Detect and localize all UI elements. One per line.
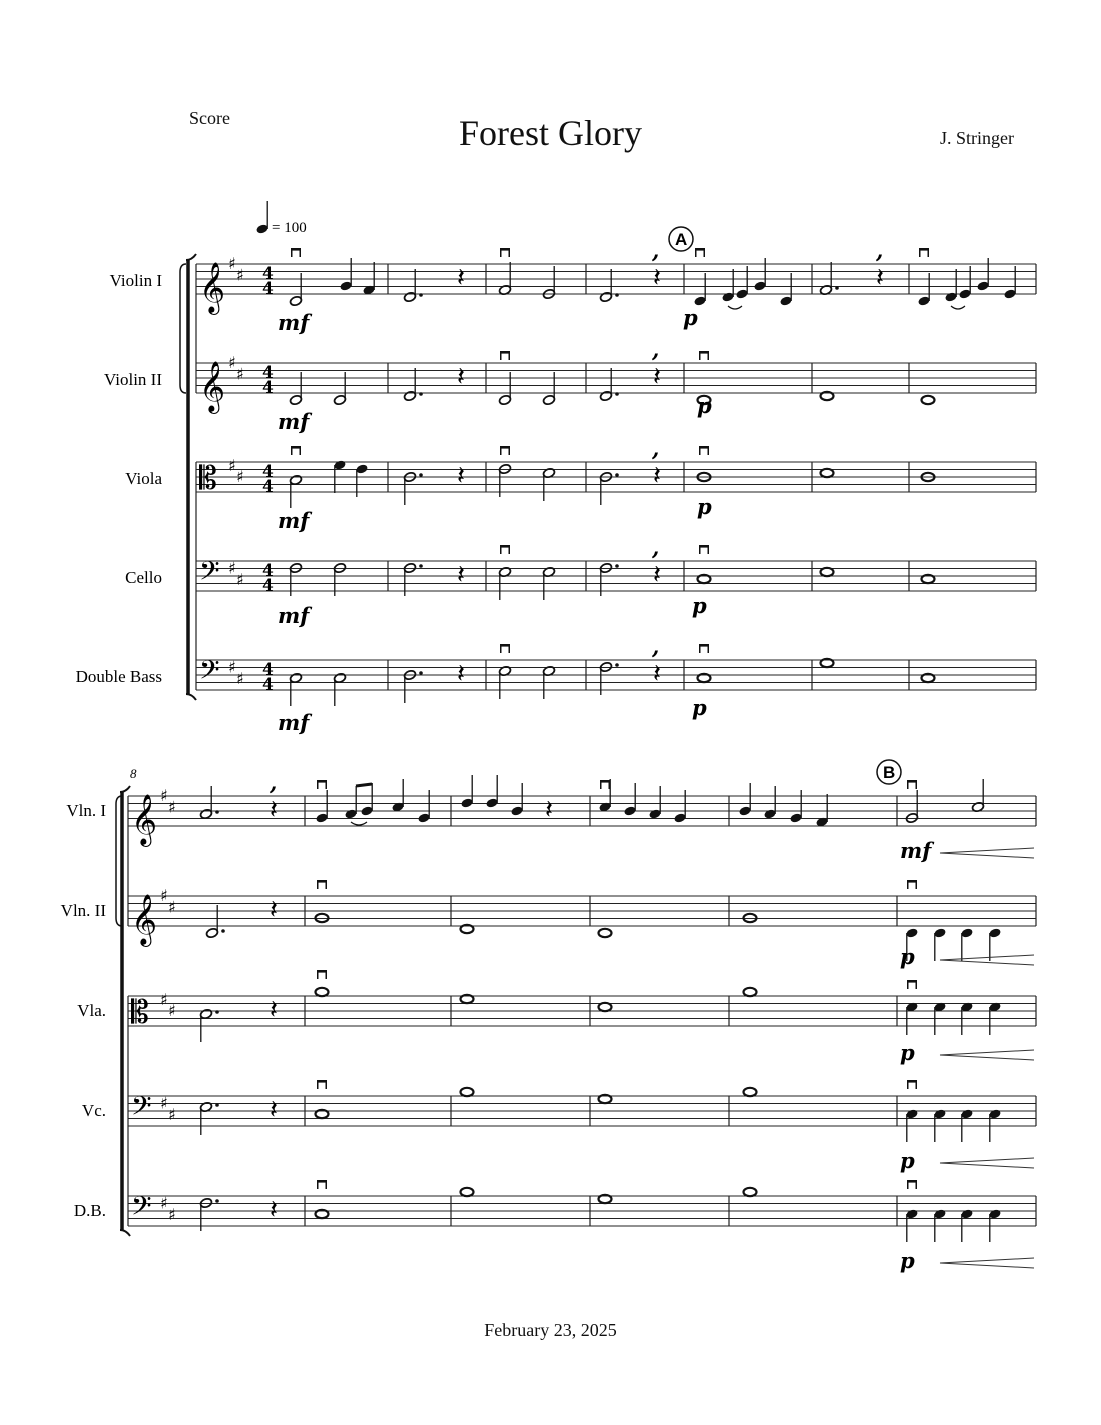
down-bow-leg — [907, 1180, 909, 1189]
down-bow-leg — [500, 545, 502, 554]
instrument-label: D.B. — [73, 1201, 106, 1220]
whole-note — [599, 929, 612, 937]
alto-clef-icon: 𝄡 — [199, 459, 217, 497]
down-bow-leg — [326, 880, 328, 889]
breath-mark-icon: , — [652, 535, 660, 560]
down-bow-icon — [699, 644, 709, 653]
quarter-rest: 𝄽 — [457, 461, 465, 491]
page-title: Forest Glory — [459, 113, 642, 153]
augmentation-dot — [615, 392, 619, 396]
whole-note — [744, 988, 757, 996]
whole-note — [744, 1188, 757, 1196]
whole-note — [821, 568, 834, 576]
down-bow-icon — [600, 780, 610, 789]
down-bow-leg — [291, 248, 293, 257]
down-bow-leg — [699, 644, 701, 653]
down-bow-icon — [699, 446, 709, 455]
sharp-sign: ♯ — [160, 1193, 168, 1213]
down-bow-leg — [317, 970, 319, 979]
down-bow-leg — [708, 351, 710, 360]
down-bow-icon — [500, 545, 510, 554]
down-bow-leg — [704, 248, 706, 257]
whole-note — [821, 469, 834, 477]
sharp-sign: ♯ — [236, 569, 244, 589]
dynamic-marking: p — [683, 305, 698, 330]
breath-mark-icon: , — [652, 436, 660, 461]
bracket-hook — [120, 786, 130, 792]
augmentation-dot — [215, 1103, 219, 1107]
down-bow-icon — [699, 545, 709, 554]
down-bow-leg — [317, 1080, 319, 1089]
slur — [951, 306, 965, 309]
quarter-rest: 𝄽 — [653, 263, 661, 293]
quarter-rest: 𝄽 — [653, 461, 661, 491]
dynamic-marking: p — [900, 1040, 915, 1065]
down-bow-icon — [907, 980, 917, 989]
augmentation-dot — [215, 1010, 219, 1014]
down-bow-leg — [500, 351, 502, 360]
treble-clef-icon: 𝄞 — [199, 262, 226, 313]
composer-name: J. Stringer — [940, 128, 1014, 148]
down-bow-leg — [695, 248, 697, 257]
alto-clef-icon: 𝄡 — [131, 993, 149, 1031]
down-bow-icon — [317, 970, 327, 979]
down-bow-leg — [500, 644, 502, 653]
tempo-marking: = 100 — [272, 220, 307, 236]
dynamic-marking: mf — [278, 710, 310, 735]
quarter-rest: 𝄽 — [457, 659, 465, 689]
down-bow-leg — [609, 780, 611, 789]
crescendo-hairpin — [940, 955, 1034, 965]
down-bow-leg — [317, 1180, 319, 1189]
whole-note — [461, 1188, 474, 1196]
down-bow-leg — [916, 780, 918, 789]
quarter-rest: 𝄽 — [653, 659, 661, 689]
augmentation-dot — [615, 473, 619, 477]
down-bow-leg — [907, 980, 909, 989]
time-signature-numerator: 4 — [262, 363, 274, 383]
bracket-hook — [186, 694, 196, 700]
down-bow-leg — [916, 1180, 918, 1189]
sharp-sign: ♯ — [168, 1001, 176, 1020]
sharp-sign: ♯ — [168, 1204, 176, 1224]
augmentation-dot — [615, 663, 619, 667]
down-bow-leg — [907, 1080, 909, 1089]
down-bow-icon — [317, 780, 327, 789]
down-bow-leg — [509, 248, 511, 257]
augmentation-dot — [419, 671, 423, 675]
sharp-sign: ♯ — [168, 897, 176, 917]
crescendo-hairpin — [940, 848, 1034, 858]
down-bow-leg — [509, 545, 511, 554]
quarter-rest: 𝄽 — [270, 795, 278, 825]
time-signature-denominator: 4 — [262, 378, 274, 398]
sharp-sign: ♯ — [236, 265, 244, 285]
augmentation-dot — [615, 564, 619, 568]
down-bow-leg — [300, 446, 302, 455]
instrument-label: Cello — [125, 568, 162, 587]
down-bow-leg — [326, 1080, 328, 1089]
down-bow-leg — [500, 446, 502, 455]
dynamic-marking: p — [900, 1248, 915, 1273]
score-label: Score — [189, 108, 230, 128]
dynamic-marking: p — [692, 695, 707, 720]
breath-mark-icon: , — [876, 238, 884, 263]
down-bow-leg — [699, 351, 701, 360]
down-bow-leg — [708, 644, 710, 653]
sharp-sign: ♯ — [228, 254, 236, 273]
bass-clef-icon: 𝄢 — [199, 555, 220, 593]
sharp-sign: ♯ — [160, 1093, 168, 1113]
down-bow-icon — [500, 644, 510, 653]
bass-clef-icon: 𝄢 — [131, 1190, 152, 1228]
down-bow-leg — [699, 446, 701, 455]
down-bow-leg — [699, 545, 701, 554]
slur — [351, 822, 367, 825]
sharp-sign: ♯ — [228, 455, 236, 475]
instrument-label: Double Bass — [75, 667, 162, 686]
measure-number: 8 — [130, 766, 137, 781]
down-bow-icon — [317, 1080, 327, 1089]
dynamic-marking: mf — [278, 310, 310, 335]
rehearsal-mark: A — [675, 230, 688, 249]
quarter-rest: 𝄽 — [270, 1195, 278, 1225]
down-bow-icon — [907, 880, 917, 889]
down-bow-leg — [708, 446, 710, 455]
sharp-sign: ♯ — [236, 668, 244, 688]
down-bow-leg — [300, 248, 302, 257]
sharp-sign: ♯ — [160, 989, 168, 1009]
quarter-rest: 𝄽 — [270, 895, 278, 925]
down-bow-leg — [326, 1180, 328, 1189]
down-bow-icon — [291, 248, 301, 257]
sharp-sign: ♯ — [160, 886, 168, 905]
down-bow-leg — [907, 780, 909, 789]
sharp-sign: ♯ — [168, 797, 176, 817]
down-bow-icon — [695, 248, 705, 257]
dynamic-marking: p — [692, 593, 707, 618]
breath-mark-icon: , — [652, 634, 660, 659]
augmentation-dot — [215, 1199, 219, 1203]
whole-note — [316, 988, 329, 996]
down-bow-icon — [500, 351, 510, 360]
instrument-label: Vc. — [81, 1101, 106, 1120]
sharp-sign: ♯ — [160, 786, 168, 805]
down-bow-leg — [919, 248, 921, 257]
breath-mark-icon: , — [270, 770, 278, 795]
time-signature-denominator: 4 — [262, 279, 274, 299]
quarter-rest: 𝄽 — [457, 560, 465, 590]
dynamic-marking: p — [900, 1148, 915, 1173]
quarter-rest: 𝄽 — [545, 795, 553, 825]
instrument-label: Vln. I — [66, 801, 106, 820]
augmentation-dot — [419, 564, 423, 568]
whole-note — [922, 396, 935, 404]
augmentation-dot — [615, 293, 619, 297]
augmentation-dot — [419, 293, 423, 297]
down-bow-icon — [907, 1180, 917, 1189]
quarter-rest: 𝄽 — [876, 263, 884, 293]
down-bow-icon — [919, 248, 929, 257]
quarter-rest: 𝄽 — [457, 362, 465, 392]
down-bow-leg — [326, 780, 328, 789]
time-signature-numerator: 4 — [262, 462, 274, 482]
down-bow-icon — [500, 248, 510, 257]
time-signature-denominator: 4 — [262, 576, 274, 596]
whole-note — [461, 1088, 474, 1096]
down-bow-leg — [509, 644, 511, 653]
dynamic-marking: p — [697, 494, 712, 519]
down-bow-leg — [916, 980, 918, 989]
treble-clef-icon: 𝄞 — [199, 361, 226, 412]
down-bow-icon — [291, 446, 301, 455]
crescendo-hairpin — [940, 1158, 1034, 1168]
quarter-rest: 𝄽 — [270, 995, 278, 1025]
breath-mark-icon: , — [652, 337, 660, 362]
augmentation-dot — [221, 929, 225, 933]
sharp-sign: ♯ — [228, 353, 236, 372]
bracket-hook — [186, 254, 196, 260]
time-signature-numerator: 4 — [262, 264, 274, 284]
augmentation-dot — [835, 286, 839, 290]
quarter-rest: 𝄽 — [653, 362, 661, 392]
dynamic-marking: mf — [278, 409, 310, 434]
down-bow-leg — [500, 248, 502, 257]
notation-layer — [61, 201, 1036, 1273]
down-bow-leg — [326, 970, 328, 979]
treble-clef-icon: 𝄞 — [131, 794, 158, 845]
whole-note — [599, 1003, 612, 1011]
whole-note — [744, 1088, 757, 1096]
sharp-sign: ♯ — [168, 1104, 176, 1124]
footer-date: February 23, 2025 — [484, 1320, 617, 1340]
down-bow-icon — [317, 880, 327, 889]
sharp-sign: ♯ — [236, 364, 244, 384]
crescendo-hairpin — [940, 1050, 1034, 1060]
bass-clef-icon: 𝄢 — [199, 654, 220, 692]
dynamic-marking: p — [900, 944, 915, 969]
instrument-label: Vln. II — [60, 901, 106, 920]
augmentation-dot — [215, 810, 219, 814]
down-bow-leg — [509, 351, 511, 360]
time-signature-numerator: 4 — [262, 660, 274, 680]
quarter-rest: 𝄽 — [270, 1095, 278, 1125]
bass-clef-icon: 𝄢 — [131, 1090, 152, 1128]
down-bow-leg — [509, 446, 511, 455]
crescendo-hairpin — [940, 1258, 1034, 1268]
down-bow-leg — [708, 545, 710, 554]
quarter-rest: 𝄽 — [653, 560, 661, 590]
time-signature-denominator: 4 — [262, 675, 274, 695]
dynamic-marking: mf — [278, 603, 310, 628]
down-bow-leg — [600, 780, 602, 789]
instrument-label: Viola — [125, 469, 162, 488]
sharp-sign: ♯ — [228, 558, 236, 578]
down-bow-icon — [907, 1080, 917, 1089]
down-bow-icon — [500, 446, 510, 455]
breath-mark-icon: , — [652, 238, 660, 263]
beam — [356, 784, 372, 786]
down-bow-leg — [916, 880, 918, 889]
down-bow-leg — [928, 248, 930, 257]
augmentation-dot — [419, 473, 423, 477]
instrument-label: Vla. — [77, 1001, 106, 1020]
down-bow-leg — [291, 446, 293, 455]
instrument-label: Violin I — [109, 271, 162, 290]
bracket-hook — [120, 1230, 130, 1236]
down-bow-leg — [317, 880, 319, 889]
down-bow-icon — [907, 780, 917, 789]
down-bow-icon — [317, 1180, 327, 1189]
dynamic-marking: mf — [278, 508, 310, 533]
instrument-label: Violin II — [104, 370, 162, 389]
down-bow-leg — [916, 1080, 918, 1089]
quarter-rest: 𝄽 — [457, 263, 465, 293]
dynamic-marking: mf — [900, 838, 932, 863]
slur — [728, 306, 742, 309]
sharp-sign: ♯ — [228, 657, 236, 677]
down-bow-leg — [317, 780, 319, 789]
treble-clef-icon: 𝄞 — [131, 894, 158, 945]
violin-brace — [180, 264, 186, 393]
down-bow-leg — [907, 880, 909, 889]
dynamic-marking: p — [697, 393, 712, 418]
time-signature-numerator: 4 — [262, 561, 274, 581]
augmentation-dot — [419, 392, 423, 396]
down-bow-icon — [699, 351, 709, 360]
rehearsal-mark: B — [883, 763, 896, 782]
time-signature-denominator: 4 — [262, 477, 274, 497]
sharp-sign: ♯ — [236, 467, 244, 486]
